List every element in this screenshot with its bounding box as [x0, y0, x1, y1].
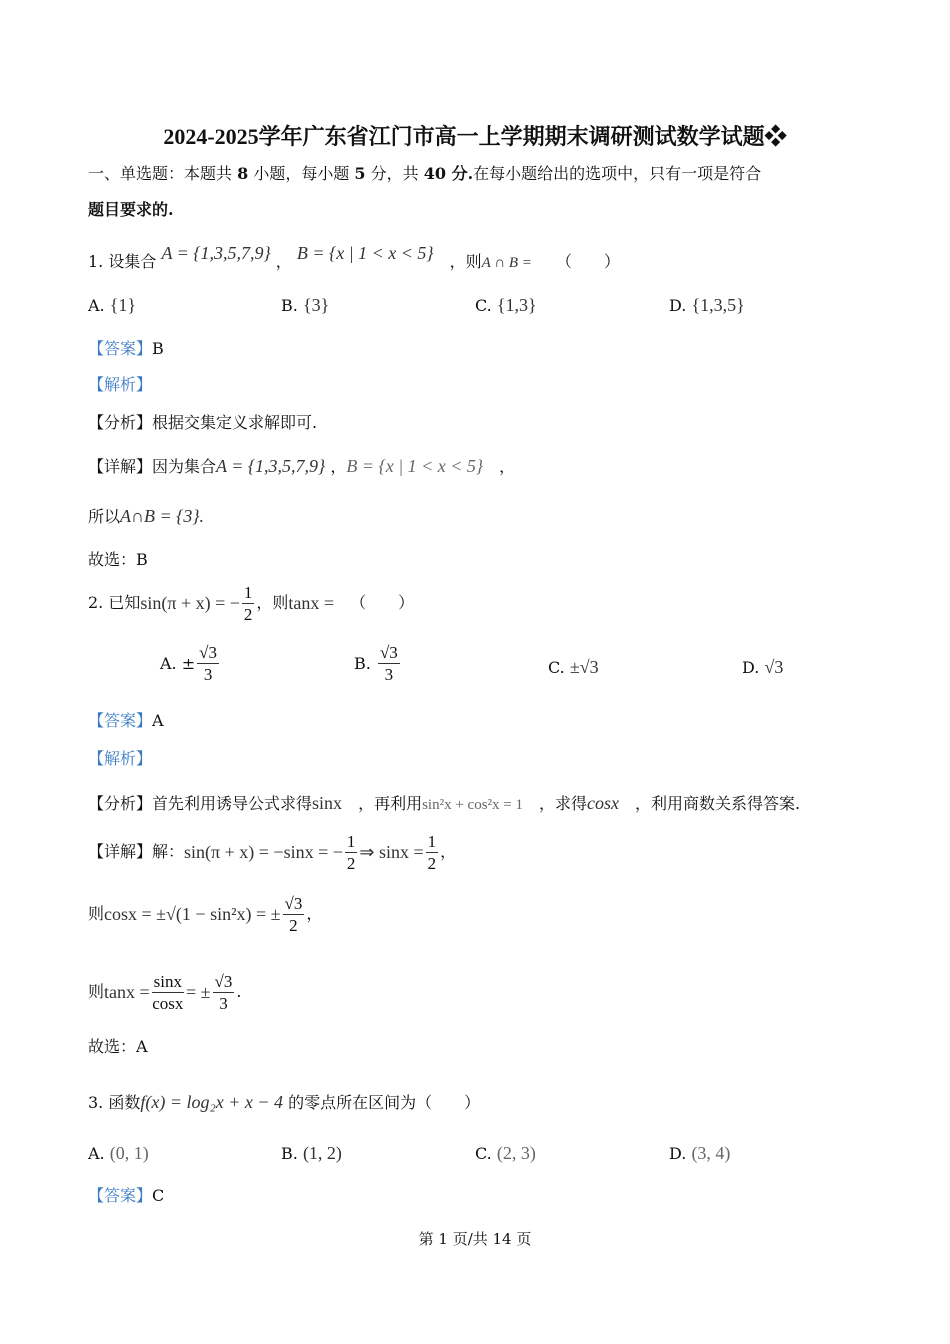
- q2-option-d: [742, 658, 783, 676]
- expression: tanx =: [288, 593, 335, 613]
- points-total: 40: [423, 164, 447, 183]
- q2-choice: 故选：A: [88, 1037, 148, 1056]
- q1-jiexi-label: 【解析】: [88, 375, 153, 394]
- section-heading: [88, 166, 761, 182]
- q2-cos-line: [88, 890, 322, 938]
- question-2-stem: [88, 582, 414, 624]
- expression: A ∩ B =: [481, 255, 532, 271]
- text: 的零点所在区间为（ ）: [283, 1093, 481, 1112]
- option-value: (2, 3): [496, 1143, 536, 1163]
- q2-option-b: [354, 644, 402, 683]
- text: 分，共: [365, 164, 424, 183]
- q3-option-a: [88, 1144, 149, 1162]
- q3-option-d: [669, 1144, 730, 1162]
- q1-xiangjie: [88, 457, 515, 475]
- fenxi-label: 【分析】: [88, 794, 153, 813]
- text: .: [236, 982, 242, 1001]
- q2-answer: [88, 713, 164, 729]
- q2-tan-line: [88, 968, 241, 1016]
- text: ，: [440, 842, 457, 861]
- text: ，利用商数关系得答案.: [635, 794, 801, 813]
- text: ，: [275, 252, 292, 271]
- q2-jiexi-label: 【解析】: [88, 749, 153, 768]
- question-3-stem: [88, 1093, 480, 1111]
- set-b: B = {x | 1 < x < 5}: [296, 243, 434, 263]
- answer-value: B: [152, 339, 164, 358]
- math: sin(π + x) = −sinx = −: [184, 842, 343, 862]
- numerator: √3: [214, 971, 233, 991]
- document-title: 2024-2025学年广东省江门市高一上学期期末调研测试数学试题❖: [163, 124, 787, 149]
- xiangjie-label: 【详解】: [88, 842, 153, 861]
- option-value: ±√3: [569, 657, 599, 677]
- math: = ±: [186, 982, 211, 1002]
- answer-blank: （ ）: [350, 593, 415, 612]
- math: cosx: [587, 793, 620, 813]
- option-value: {1}: [109, 295, 137, 315]
- text: ，: [330, 457, 347, 476]
- denominator: cosx: [152, 993, 184, 1013]
- option-letter: D.: [669, 1144, 687, 1163]
- denominator: 2: [346, 853, 356, 873]
- option-value: {1,3,5}: [691, 295, 745, 315]
- text: 则: [88, 982, 105, 1001]
- denominator: 2: [289, 915, 298, 935]
- option-letter: A.: [88, 296, 105, 315]
- option-letter: D.: [742, 658, 760, 677]
- option-value: {3}: [302, 295, 330, 315]
- section-heading-line2: 题目要求的.: [88, 200, 174, 219]
- fraction: [197, 644, 219, 683]
- text: ，: [499, 457, 516, 476]
- function-expression: f(x) = log₂x + x − 4: [140, 1092, 284, 1112]
- option-letter: A.: [160, 653, 177, 673]
- answer-label: 【答案】: [88, 711, 153, 730]
- fraction: [152, 973, 184, 1012]
- q2-option-c: [548, 658, 599, 676]
- fraction: [378, 644, 400, 683]
- text: ，则: [449, 252, 482, 271]
- text: 1. 设集合: [88, 252, 157, 271]
- math: sin²x + cos²x = 1: [422, 797, 523, 813]
- text: 所以: [88, 507, 121, 526]
- q3-option-b: [281, 1144, 342, 1162]
- text: 则: [88, 904, 105, 923]
- option-value: √3: [764, 657, 784, 677]
- answer-label: 【答案】: [88, 1186, 153, 1205]
- denominator: 2: [427, 853, 437, 873]
- text: 分.: [446, 164, 474, 183]
- q2-xiangjie: [88, 830, 456, 874]
- numerator: √3: [379, 643, 398, 662]
- option-letter: A.: [88, 1144, 105, 1163]
- fraction: [242, 584, 255, 623]
- answer-label: 【答案】: [88, 339, 153, 358]
- text: ，求得: [539, 794, 588, 813]
- fenxi-label: 【分析】: [88, 413, 153, 432]
- math: tanx =: [104, 982, 150, 1002]
- option-letter: D.: [669, 296, 687, 315]
- q1-option-b: [281, 296, 329, 314]
- q1-fenxi: [88, 415, 317, 431]
- q1-answer: [88, 341, 164, 357]
- option-value: {1,3}: [496, 295, 537, 315]
- text: 2. 已知: [88, 593, 141, 612]
- text: 小题，每小题: [248, 164, 355, 183]
- math: sinx: [312, 793, 343, 813]
- fraction: [426, 833, 439, 872]
- text: 一、单选题：本题共: [88, 164, 238, 183]
- denominator: 3: [203, 665, 213, 684]
- q3-answer: [88, 1188, 164, 1204]
- text: 在每小题给出的选项中，只有一项是符合: [473, 164, 762, 183]
- numerator: √3: [284, 893, 303, 913]
- set-a: A = {1,3,5,7,9}: [216, 456, 326, 476]
- option-value: (3, 4): [691, 1143, 731, 1163]
- numerator: 1: [427, 831, 437, 851]
- math: cosx = ±√(1 − sin²x) = ±: [104, 904, 281, 924]
- q1-option-d: [669, 296, 745, 314]
- q2-fenxi: [88, 794, 800, 813]
- expression: sin(π + x) = −: [140, 593, 240, 613]
- question-1-stem: [88, 243, 620, 271]
- text: ，: [306, 904, 323, 923]
- answer-value: A: [152, 711, 164, 730]
- option-letter: C.: [548, 658, 565, 677]
- q1-option-c: [475, 296, 537, 314]
- fenxi-text: 根据交集定义求解即可.: [152, 413, 318, 432]
- option-value: (1, 2): [302, 1143, 342, 1163]
- q3-option-c: [475, 1144, 536, 1162]
- denominator: 2: [243, 604, 253, 624]
- set-a: A = {1,3,5,7,9}: [161, 243, 271, 263]
- fraction: [345, 833, 358, 872]
- set-b: B = {x | 1 < x < 5}: [346, 456, 484, 476]
- q1-choice: 故选：B: [88, 550, 148, 569]
- text: 3. 函数: [88, 1093, 141, 1112]
- text: 因为集合: [152, 457, 217, 476]
- denominator: 3: [219, 993, 228, 1013]
- q1-result: [88, 507, 204, 525]
- answer-value: C: [152, 1186, 165, 1205]
- option-letter: C.: [475, 1144, 492, 1163]
- fraction: [283, 895, 305, 934]
- option-letter: C.: [475, 296, 492, 315]
- q2-option-a: [160, 644, 221, 683]
- text: ，则: [256, 593, 289, 612]
- option-letter: B.: [354, 653, 371, 673]
- numerator: 1: [243, 582, 253, 602]
- points-each: 5: [354, 164, 366, 183]
- numerator: 1: [346, 831, 356, 851]
- text: 首先利用诱导公式求得: [152, 794, 313, 813]
- sign: ±: [181, 653, 196, 673]
- option-letter: B.: [281, 296, 298, 315]
- math: ⇒ sinx =: [359, 842, 424, 862]
- fraction: [213, 973, 235, 1012]
- text: 解：: [152, 842, 185, 861]
- q1-option-a: [88, 296, 136, 314]
- option-value: (0, 1): [109, 1143, 149, 1163]
- numerator: sinx: [153, 971, 183, 991]
- option-letter: B.: [281, 1144, 298, 1163]
- xiangjie-label: 【详解】: [88, 457, 153, 476]
- result-expression: A∩B = {3}.: [120, 506, 205, 526]
- page-footer: 第 1 页/共 14 页: [418, 1230, 532, 1248]
- text: ，再利用: [358, 794, 423, 813]
- answer-blank: （ ）: [563, 252, 620, 271]
- denominator: 3: [384, 665, 394, 684]
- question-count: 8: [237, 164, 249, 183]
- numerator: √3: [199, 643, 217, 662]
